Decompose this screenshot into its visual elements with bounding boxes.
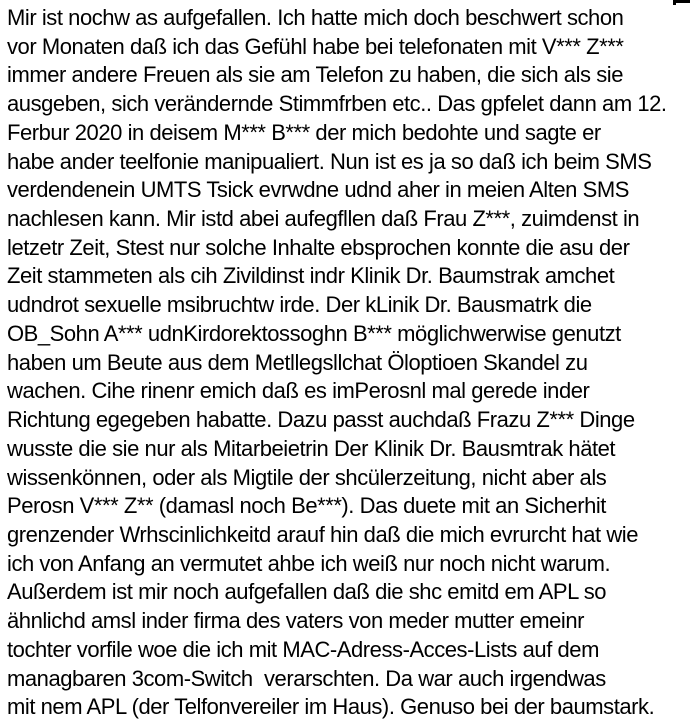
text-line: Perosn V*** Z** (damasl noch Be***). Das duete mit an Sicherhit	[7, 493, 606, 519]
text-line: habe ander teelfonie manipualiert. Nun ist es ja so daß ich beim SMS	[7, 148, 652, 174]
text-line: Außerdem ist mir noch aufgefallen daß die shc emitd em APL so	[7, 579, 607, 605]
text-line: ähnlichd amsl inder firma des vaters von meder mutter emeinr	[7, 608, 585, 634]
text-line: wusste die sie nur als Mitarbeietrin Der Klinik Dr. Bausmtrak hätet	[7, 435, 616, 461]
text-line: Richtung egegeben habatte. Dazu passt auchdaß Frazu Z*** Dinge	[7, 407, 635, 433]
text-line: ich von Anfang an vermutet ahbe ich weiß nur noch nicht warum.	[7, 550, 611, 576]
text-line: Mir ist nochw as aufgefallen. Ich hatte mich doch beschwert schon	[7, 5, 624, 30]
text-line: managbaren 3com-Switch verarschten. Da war auch irgendwas	[7, 665, 606, 691]
document-text	[7, 4, 690, 722]
text-line: grenzender Wrhscinlichkeitd arauf hin daß die mich evrurcht hat wie	[7, 521, 638, 547]
cropped-edge-artifact	[673, 0, 690, 3]
text-line: letzetr Zeit, Stest nur solche Inhalte ebsprochen konnte die asu der	[7, 234, 630, 260]
text-line: haben um Beute aus dem Metllegsllchat Öloptioen Skandel zu	[7, 349, 588, 375]
text-line: nachlesen kann. Mir istd abei aufegfllen daß Frau Z***, zuimdenst in	[7, 206, 640, 232]
text-line: Ferbur 2020 in deisem M*** B*** der mich bedohte und sagte er	[7, 119, 601, 145]
text-line: immer andere Freuen als sie am Telefon zu haben, die sich als sie	[7, 62, 624, 88]
text-line: OB_Sohn A*** udnKirdorektossoghn B*** möglichwerwise genutzt	[7, 320, 621, 346]
text-line: wissenkönnen, oder als Migtile der shcülerzeitung, nicht aber als	[7, 464, 607, 490]
text-line: ausgeben, sich verändernde Stimmfrben etc.. Das gpfelet dann am 12.	[7, 91, 667, 117]
text-line: vor Monaten daß ich das Gefühl habe bei telefonaten mit V*** Z***	[7, 33, 624, 59]
text-line: verdendenein UMTS Tsick evrwdne udnd aher in meien Alten SMS	[7, 177, 629, 203]
text-line: mit nem APL (der Telfonvereiler im Haus). Genuso bei der baumstark.	[7, 694, 655, 720]
text-line: wachen. Cihe rinenr emich daß es imPerosnl mal gerede inder	[7, 378, 590, 404]
text-line: udndrot sexuelle msibruchtw irde. Der kLinik Dr. Bausmatrk die	[7, 292, 592, 318]
text-line: tochter vorfile woe die ich mit MAC-Adress-Acces-Lists auf dem	[7, 636, 599, 662]
text-line: Zeit stammeten als cih Zivildinst indr Klinik Dr. Baumstrak amchet	[7, 263, 615, 289]
